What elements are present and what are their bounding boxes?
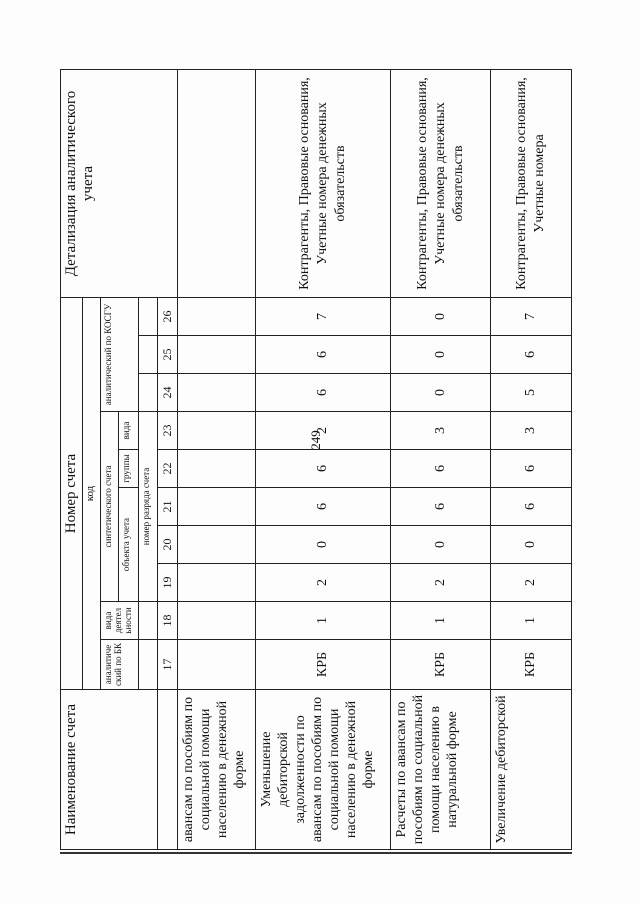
code-cell: 3	[491, 412, 572, 450]
digit-20: 20	[157, 526, 177, 564]
code-cell: 6	[256, 336, 391, 374]
code-cell: КРБ	[390, 640, 491, 690]
table-row	[390, 70, 491, 850]
digit-26: 26	[157, 298, 177, 336]
digit-18: 18	[157, 602, 177, 640]
code-cell: КРБ	[491, 640, 572, 690]
code-cell: 7	[256, 298, 391, 336]
account-table	[60, 69, 572, 850]
code-cell: 6	[491, 336, 572, 374]
code-cell: 0	[390, 374, 491, 412]
account-table-container	[60, 70, 572, 850]
code-cell: 0	[390, 526, 491, 564]
code-cell: 0	[390, 298, 491, 336]
code-cell: 3	[390, 412, 491, 450]
digit-24: 24	[157, 374, 177, 412]
header-account-number: Номер счета	[61, 298, 83, 690]
code-cell: 6	[256, 450, 391, 488]
code-cell	[177, 488, 255, 526]
code-cell: 2	[491, 564, 572, 602]
code-cell	[177, 412, 255, 450]
code-cell: 6	[390, 488, 491, 526]
header-code: код	[83, 298, 101, 690]
code-cell: 0	[491, 526, 572, 564]
header-group: группы	[119, 450, 139, 488]
code-cell: 2	[256, 412, 391, 450]
header-detail: Детализация аналитического учета	[61, 70, 178, 298]
digit-19: 19	[157, 564, 177, 602]
code-cell: 6	[256, 374, 391, 412]
code-cell	[177, 450, 255, 488]
row-detail	[177, 70, 255, 298]
code-cell: 6	[390, 450, 491, 488]
row-name: Увеличение дебиторской	[491, 690, 572, 850]
code-cell	[177, 564, 255, 602]
digit-21: 21	[157, 488, 177, 526]
code-cell	[177, 298, 255, 336]
table-row	[491, 70, 572, 850]
code-cell: 5	[491, 374, 572, 412]
table-row	[256, 70, 391, 850]
code-cell: КРБ	[256, 640, 391, 690]
digit-17: 17	[157, 640, 177, 690]
header-analytic-bk: аналитиче ский по БК	[101, 640, 139, 690]
page-number: 249	[307, 430, 323, 450]
table-row	[177, 70, 255, 850]
code-cell	[177, 374, 255, 412]
code-cell: 1	[256, 602, 391, 640]
row-name: Уменьшение дебиторской задолженности по авансам по пособиям по социальной помощи населению в денежной форме	[256, 690, 391, 850]
header-synthetic: синтетического счета	[101, 412, 119, 602]
code-cell: 6	[491, 488, 572, 526]
header-object: объекта учета	[119, 488, 139, 602]
digit-23: 23	[157, 412, 177, 450]
row-name: Расчеты по авансам по пособиям по социальной помощи населению в натуральной форме	[390, 690, 491, 850]
header-digit-number: номер разряда счета	[139, 412, 157, 602]
table-bottom-edge	[60, 852, 572, 854]
code-cell: 6	[491, 450, 572, 488]
code-cell	[177, 336, 255, 374]
rotated-table-frame	[60, 70, 572, 850]
code-cell: 0	[390, 336, 491, 374]
code-cell: 2	[390, 564, 491, 602]
digit-22: 22	[157, 450, 177, 488]
header-kind: вида	[119, 412, 139, 450]
row-detail: Контрагенты, Правовые основания, Учетные номера	[491, 70, 572, 298]
code-cell: 6	[256, 488, 391, 526]
code-cell: 0	[256, 526, 391, 564]
code-cell: 1	[491, 602, 572, 640]
header-blank	[157, 690, 177, 850]
code-cell: 2	[256, 564, 391, 602]
row-name: авансам по пособиям по социальной помощи населению в денежной форме	[177, 690, 255, 850]
digit-25: 25	[157, 336, 177, 374]
code-cell: 1	[390, 602, 491, 640]
code-cell	[177, 602, 255, 640]
code-cell	[177, 526, 255, 564]
header-kosgu: аналитический по КОСГУ	[101, 298, 139, 412]
header-account-name: Наименование счета	[61, 690, 158, 850]
row-detail: Контрагенты, Правовые основания, Учетные номера денежных обязательств	[256, 70, 391, 298]
code-cell: 7	[491, 298, 572, 336]
code-cell	[177, 640, 255, 690]
header-activity: вида деятел ьности	[101, 602, 139, 640]
row-detail: Контрагенты, Правовые основания, Учетные номера денежных обязательств	[390, 70, 491, 298]
